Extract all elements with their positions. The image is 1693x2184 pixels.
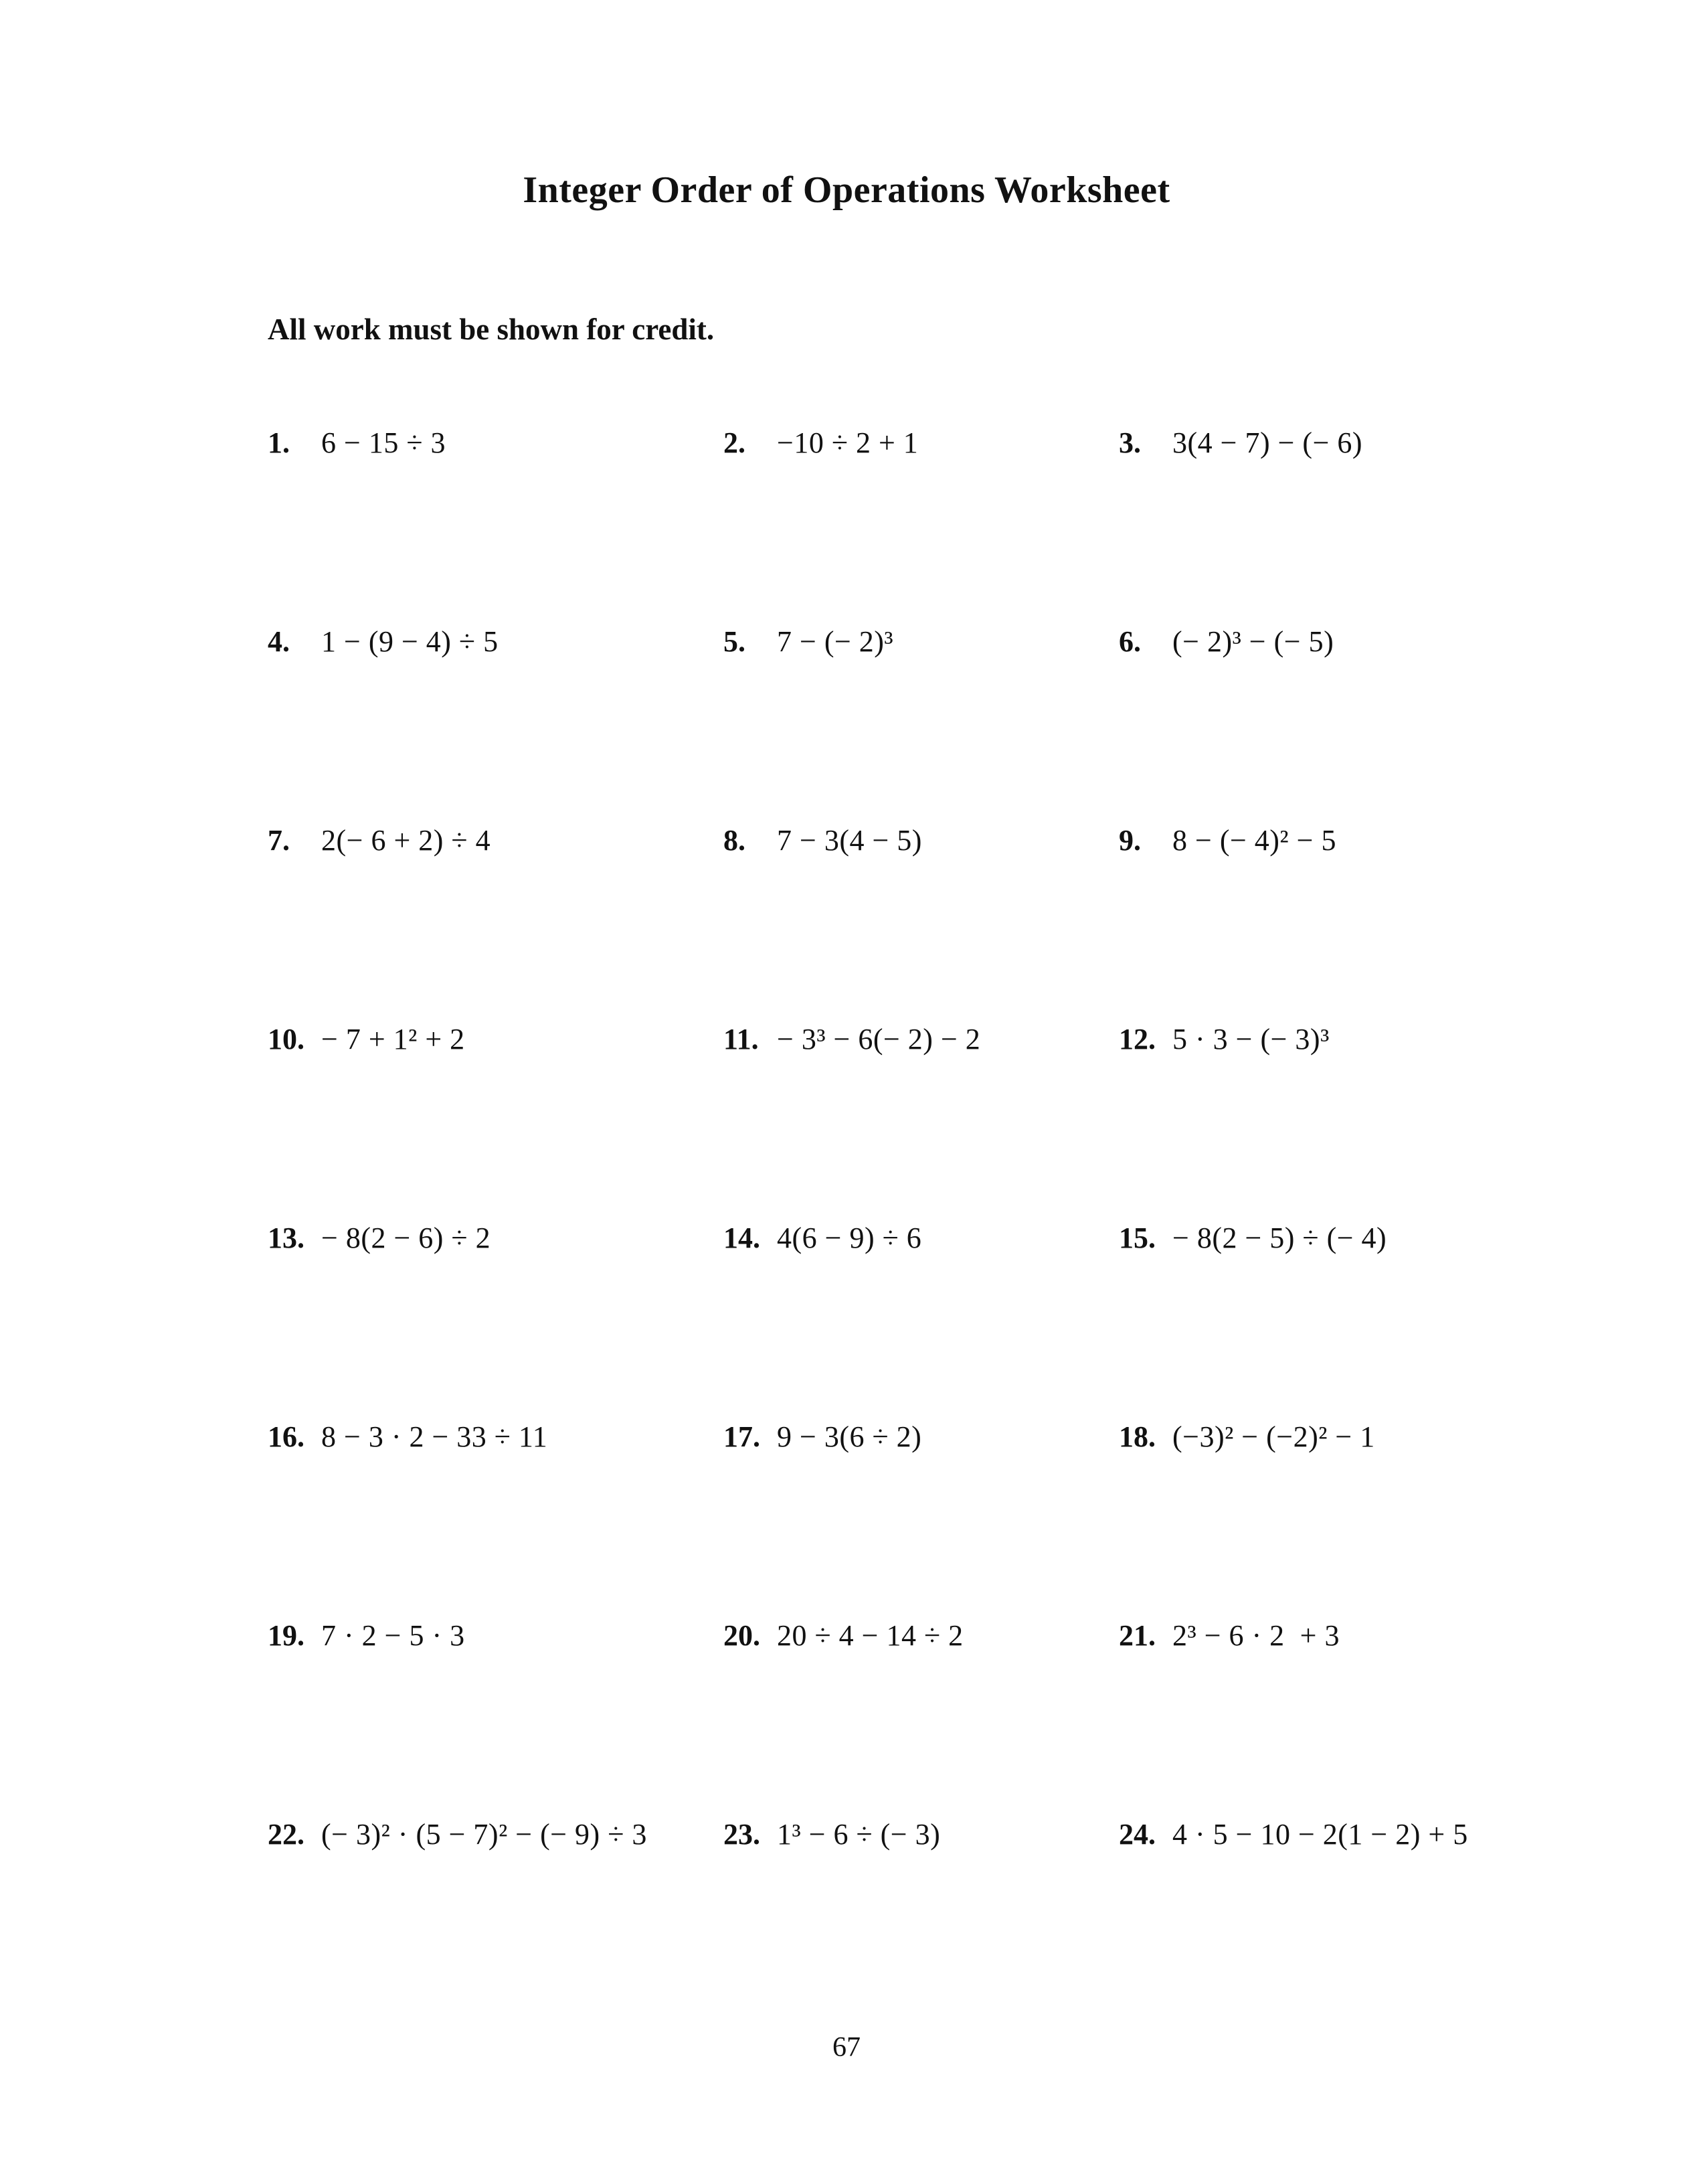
problem-item [268,1221,723,1255]
problem-expression: 7 − 3(4 − 5) [777,824,922,857]
problem-item [1119,1817,1613,1851]
problem-number: 1. [268,426,290,459]
problem-item [1119,1420,1613,1454]
problem-number: 7. [268,824,290,857]
problem-number: 11. [723,1023,759,1056]
problem-number: 20. [723,1619,760,1652]
problem-expression: 3(4 − 7) − (− 6) [1172,426,1363,459]
problems-grid [268,426,1613,2016]
problem-expression: 2(− 6 + 2) ÷ 4 [321,824,491,857]
problem-item [723,624,1119,659]
page-number: 67 [832,2032,861,2063]
problem-item [268,1420,723,1454]
problem-item [723,1022,1119,1056]
problem-number: 16. [268,1420,304,1453]
problem-item [723,1420,1119,1454]
problem-item [268,1022,723,1056]
problem-expression: −10 ÷ 2 + 1 [777,426,919,459]
problem-item [268,1817,723,1851]
problem-expression: − 8(2 − 5) ÷ (− 4) [1172,1222,1387,1254]
problem-item [1119,1618,1613,1653]
problem-expression: − 8(2 − 6) ÷ 2 [321,1222,491,1254]
problem-item [723,1618,1119,1653]
problem-number: 10. [268,1023,304,1056]
problem-expression: (− 2)³ − (− 5) [1172,625,1334,658]
problem-number: 15. [1119,1222,1156,1254]
instructions-text: All work must be shown for credit. [268,313,715,346]
problem-item [723,1221,1119,1255]
problem-item [1119,823,1613,857]
problem-expression: 9 − 3(6 ÷ 2) [777,1420,922,1453]
problem-number: 3. [1119,426,1141,459]
problem-item [268,426,723,460]
problem-number: 5. [723,625,745,658]
problem-number: 4. [268,625,290,658]
problem-number: 18. [1119,1420,1156,1453]
problem-expression: (− 3)² · (5 − 7)² − (− 9) ÷ 3 [321,1818,647,1851]
problem-number: 19. [268,1619,304,1652]
problem-number: 9. [1119,824,1141,857]
problem-number: 22. [268,1818,304,1851]
problem-number: 24. [1119,1818,1156,1851]
problem-expression: 8 − (− 4)² − 5 [1172,824,1336,857]
problem-item [723,426,1119,460]
problem-item [268,823,723,857]
problem-number: 17. [723,1420,760,1453]
problem-item [268,1618,723,1653]
problem-expression: 1³ − 6 ÷ (− 3) [777,1818,941,1851]
problem-expression: − 3³ − 6(− 2) − 2 [777,1023,981,1056]
problem-number: 6. [1119,625,1141,658]
problem-number: 23. [723,1818,760,1851]
problem-number: 13. [268,1222,304,1254]
problem-number: 12. [1119,1023,1156,1056]
problem-expression: − 7 + 1² + 2 [321,1023,465,1056]
problem-expression: 6 − 15 ÷ 3 [321,426,446,459]
problem-expression: 7 − (− 2)³ [777,625,894,658]
problem-item [723,823,1119,857]
problem-item [1119,624,1613,659]
problem-item [1119,426,1613,460]
problem-item [1119,1221,1613,1255]
problem-item [723,1817,1119,1851]
problem-number: 8. [723,824,745,857]
problem-expression: 5 · 3 − (− 3)³ [1172,1023,1330,1056]
problem-expression: 7 · 2 − 5 · 3 [321,1619,465,1652]
problem-expression: 4(6 − 9) ÷ 6 [777,1222,922,1254]
problem-expression: (−3)² − (−2)² − 1 [1172,1420,1375,1453]
problem-number: 21. [1119,1619,1156,1652]
problem-expression: 1 − (9 − 4) ÷ 5 [321,625,499,658]
problem-item [268,624,723,659]
problem-expression: 20 ÷ 4 − 14 ÷ 2 [777,1619,964,1652]
problem-number: 2. [723,426,745,459]
problem-expression: 4 · 5 − 10 − 2(1 − 2) + 5 [1172,1818,1468,1851]
problem-number: 14. [723,1222,760,1254]
problem-expression: 8 − 3 · 2 − 33 ÷ 11 [321,1420,548,1453]
page-title: Integer Order of Operations Worksheet [523,169,1170,211]
problem-item [1119,1022,1613,1056]
problem-expression: 2³ − 6 · 2 + 3 [1172,1619,1340,1652]
